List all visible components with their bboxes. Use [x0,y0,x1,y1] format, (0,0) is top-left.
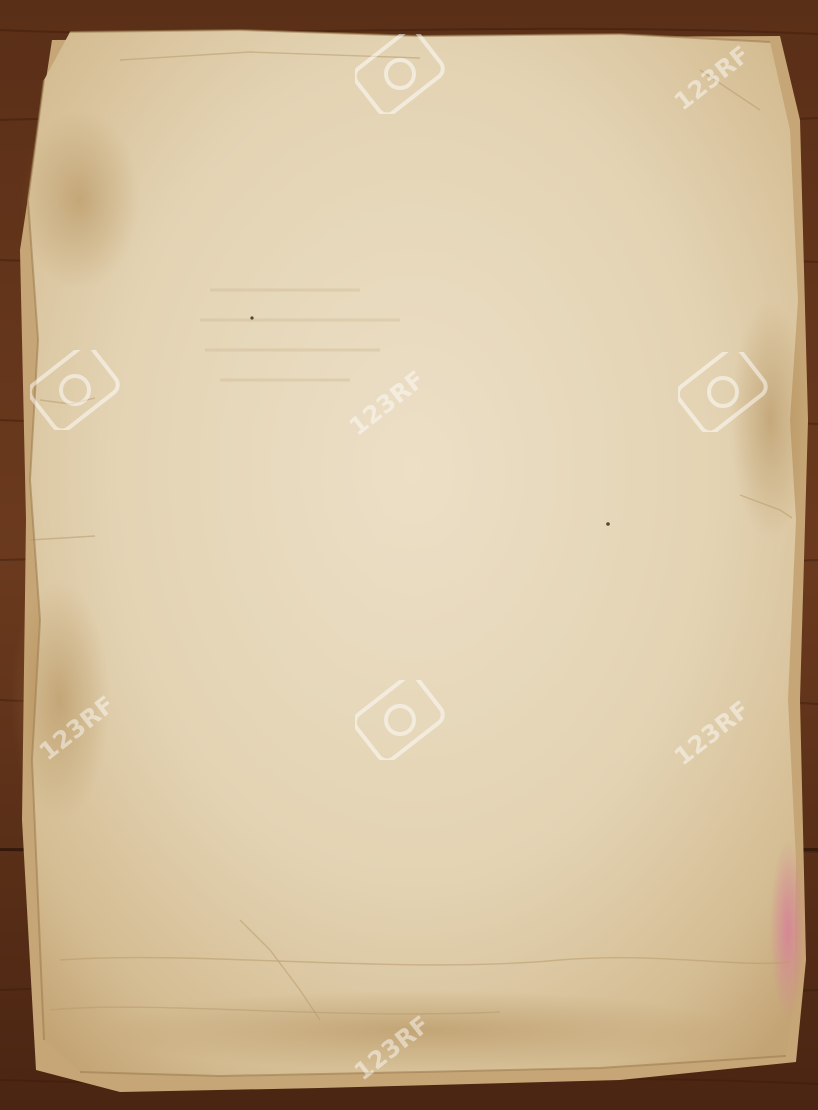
watermark [340,355,450,455]
paper-sheet [28,30,798,1076]
watermark [30,350,140,450]
watermark [30,680,140,780]
watermark-brand: 123RF [669,40,756,117]
watermark-brand: 123RF [349,1010,436,1087]
stain-top-left [20,110,140,290]
watermark [665,30,775,130]
watermark [355,34,465,134]
watermark [345,1000,455,1100]
speck [606,522,610,526]
watermark-brand: 123RF [344,365,431,442]
camera-badge-icon [355,34,445,114]
watermark [665,685,775,785]
watermark-brand: 123RF [34,690,121,767]
watermark [678,352,788,452]
camera-badge-icon [355,680,445,760]
speck [250,316,253,319]
camera-badge-icon [30,350,120,430]
watermark-brand: 123RF [669,695,756,772]
watermark [355,680,465,780]
camera-badge-icon [678,352,768,432]
pink-stain [770,840,806,1020]
